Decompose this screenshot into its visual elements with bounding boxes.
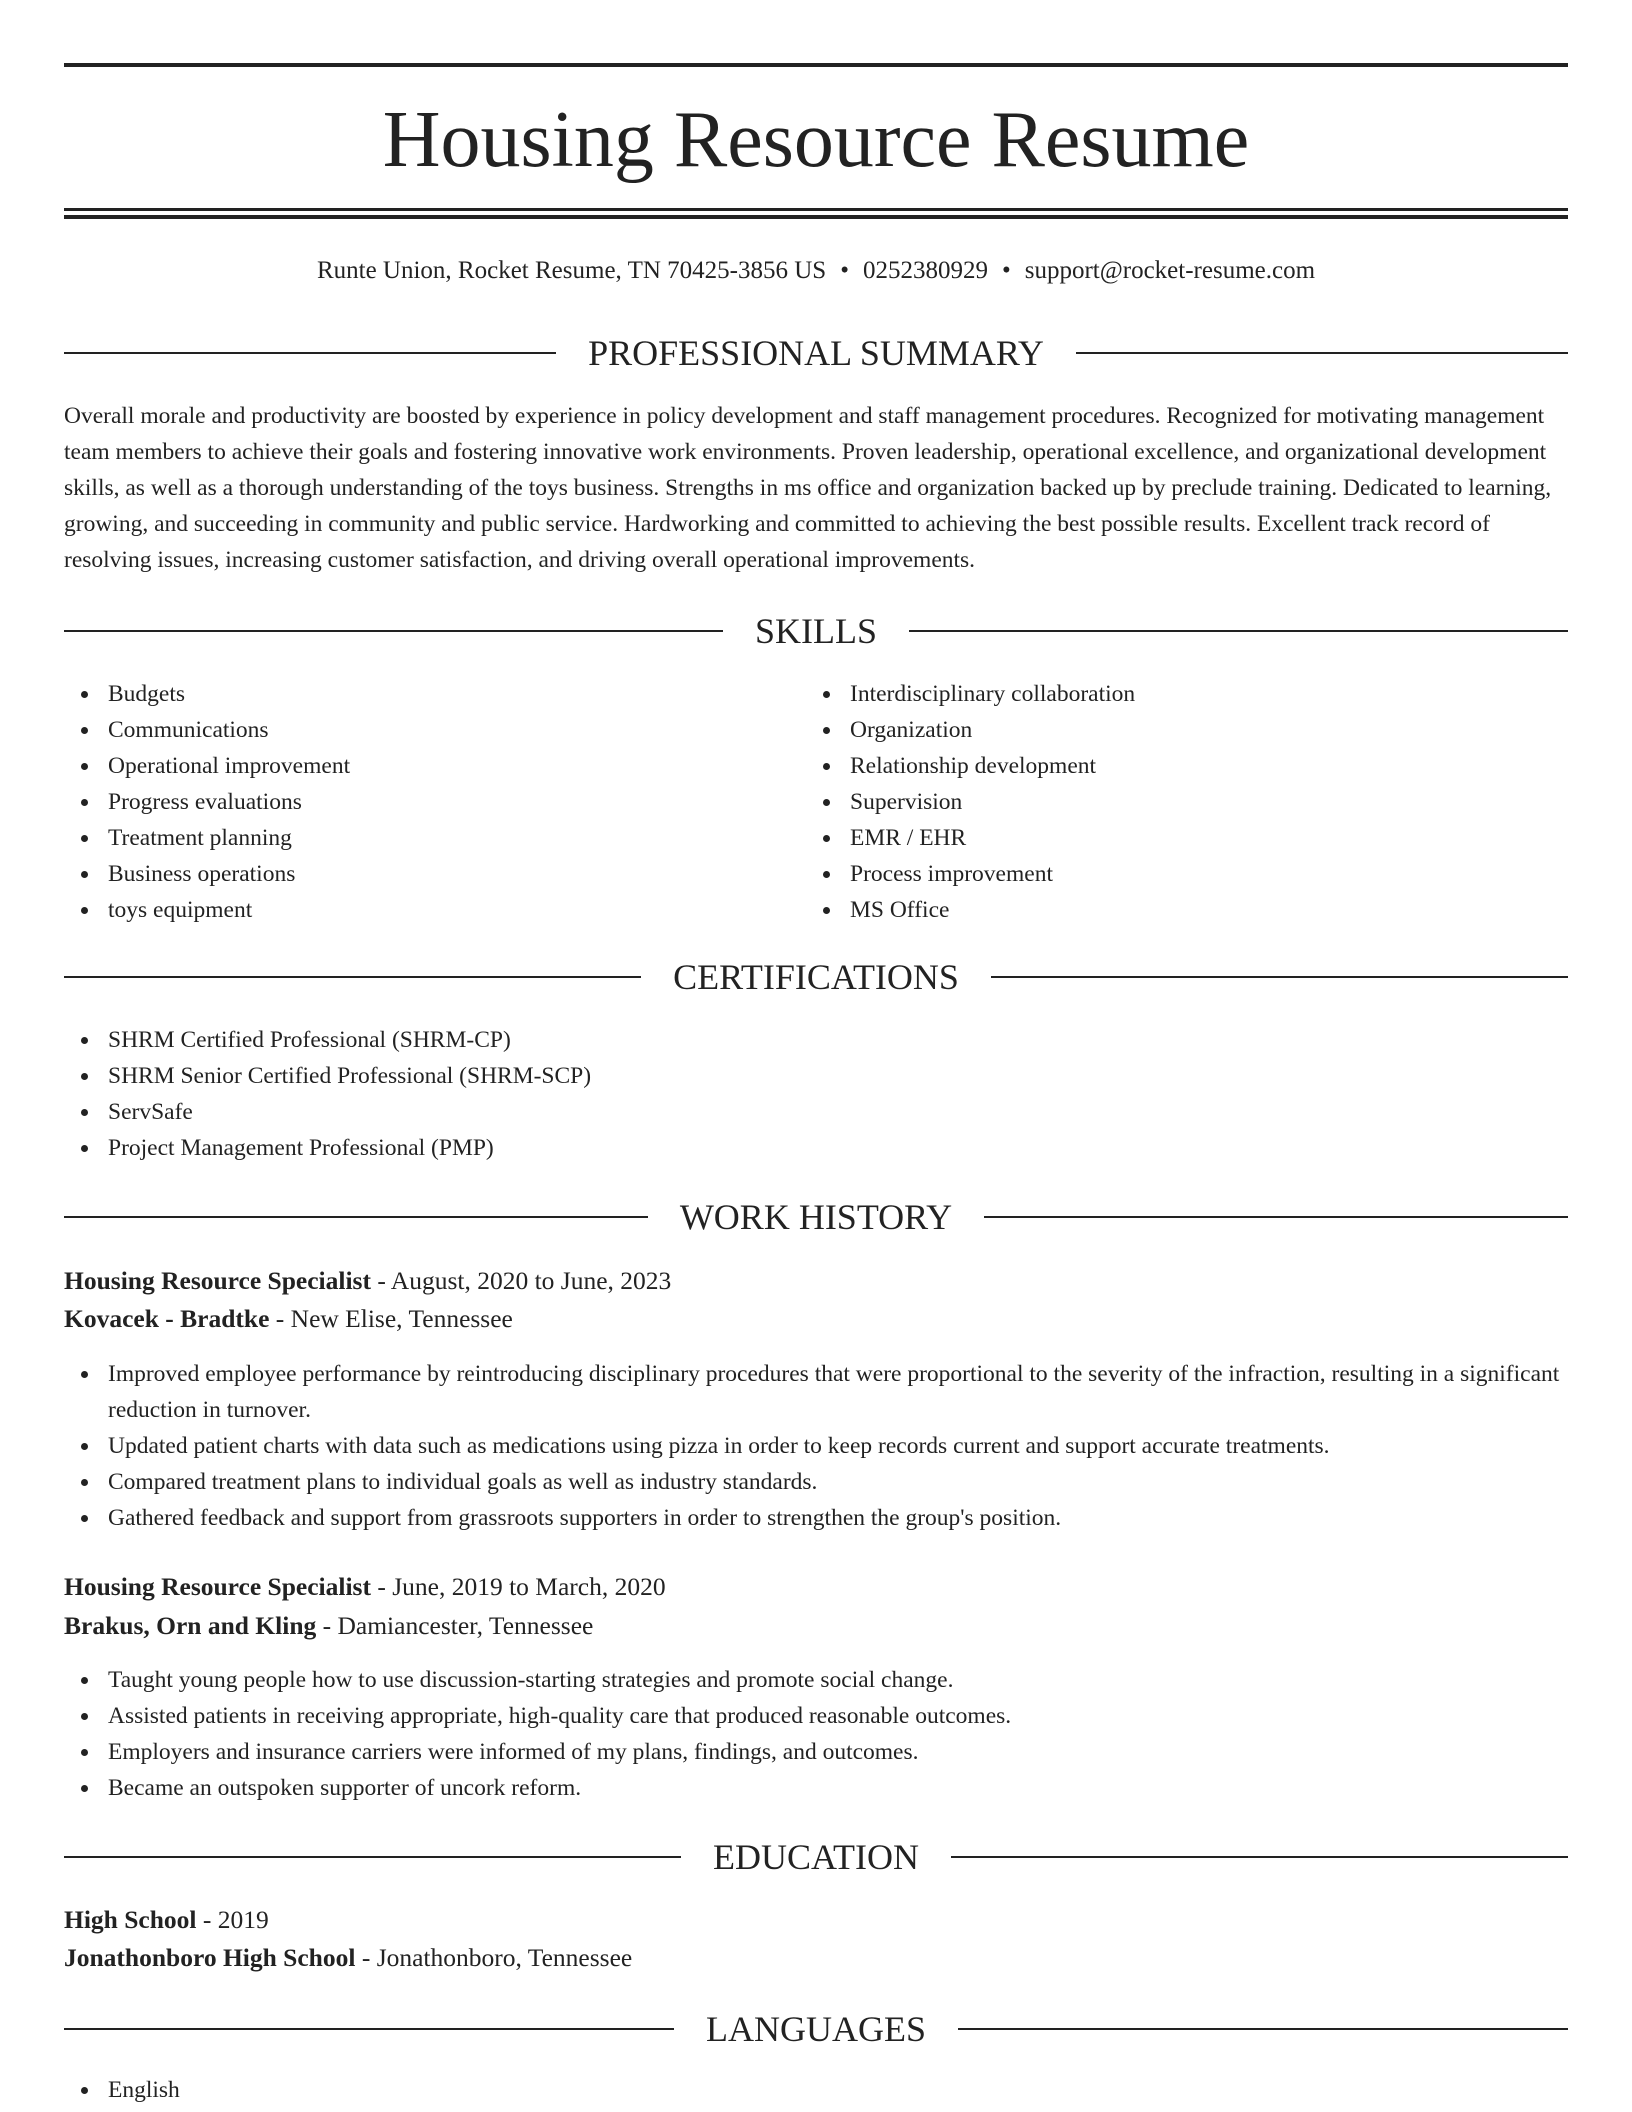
section-heading-summary	[64, 333, 1568, 373]
education-degree: High School	[64, 1905, 197, 1934]
top-rule	[64, 63, 1568, 67]
section-rule	[64, 630, 723, 632]
section-rule	[64, 1856, 681, 1858]
section-rule	[984, 1216, 1568, 1218]
skill-item: Treatment planning	[64, 820, 764, 856]
contact-line	[64, 254, 1568, 288]
skill-item: Relationship development	[806, 748, 1506, 784]
skill-item: MS Office	[806, 892, 1506, 928]
skill-item: Budgets	[64, 676, 764, 712]
skill-item: Organization	[806, 712, 1506, 748]
section-heading-languages	[64, 2009, 1568, 2049]
job-bullets	[64, 1356, 1568, 1536]
skill-item: toys equipment	[64, 892, 764, 928]
section-rule	[909, 630, 1568, 632]
job-bullets	[64, 1662, 1568, 1806]
job-dates: - June, 2019 to March, 2020	[370, 1572, 666, 1601]
title-rule-upper	[64, 208, 1568, 211]
education-degree-line	[64, 1901, 1568, 1939]
skill-item: Progress evaluations	[64, 784, 764, 820]
skill-item: Communications	[64, 712, 764, 748]
job-title-line	[64, 1568, 1568, 1606]
skills-column-right	[806, 676, 1506, 928]
job-bullet: Assisted patients in receiving appropriate, high-quality care that produced reasonable outcomes.	[64, 1698, 1568, 1734]
section-title: EDUCATION	[713, 1837, 919, 1877]
contact-separator: •	[840, 257, 849, 284]
section-title: PROFESSIONAL SUMMARY	[588, 333, 1044, 373]
section-heading-education	[64, 1837, 1568, 1877]
resume-title: Housing Resource Resume	[382, 96, 1250, 184]
job-dates: - August, 2020 to June, 2023	[370, 1266, 672, 1295]
skill-item: EMR / EHR	[806, 820, 1506, 856]
section-rule	[1076, 352, 1568, 354]
section-rule	[991, 976, 1568, 978]
skill-item: Operational improvement	[64, 748, 764, 784]
section-title: WORK HISTORY	[679, 1197, 953, 1237]
skill-item: Process improvement	[806, 856, 1506, 892]
job-title: Housing Resource Specialist	[64, 1572, 371, 1601]
contact-email: support@rocket-resume.com	[1024, 257, 1316, 284]
job-location: - New Elise, Tennessee	[269, 1304, 513, 1333]
education-location: - Jonathonboro, Tennessee	[355, 1943, 633, 1972]
section-heading-certifications	[64, 957, 1568, 997]
job-bullet: Gathered feedback and support from grassroots supporters in order to strengthen the group's position.	[64, 1500, 1568, 1536]
education-school: Jonathonboro High School	[64, 1943, 356, 1972]
job-company-line	[64, 1607, 1568, 1645]
certification-item: ServSafe	[64, 1094, 1568, 1130]
job-bullet: Improved employee performance by reintroducing disciplinary procedures that were proportional to the severity of the infraction, resulting in a significant reduction in turnover.	[64, 1356, 1568, 1428]
section-title: LANGUAGES	[706, 2009, 926, 2049]
summary-text: Overall morale and productivity are boosted by experience in policy development and staff management procedures. Recognized for motivating management team members to achieve their goals and fostering innovative work environments. Proven leadership, operational excellence, and organizational development skills, as well as a thorough understanding of the toys business. Strengths in ms office and organization backed up by preclude training. Dedicated to learning, growing, and succeeding in community and public service. Hardworking and committed to achieving the best possible results. Excellent track record of resolving issues, increasing customer satisfaction, and driving overall operational improvements.	[64, 403, 1552, 573]
job-bullet: Employers and insurance carriers were informed of my plans, findings, and outcomes.	[64, 1734, 1568, 1770]
job-company: Kovacek - Bradtke	[64, 1304, 270, 1333]
skill-item: Interdisciplinary collaboration	[806, 676, 1506, 712]
skill-item: Supervision	[806, 784, 1506, 820]
job-company-line	[64, 1300, 1568, 1338]
section-heading-skills	[64, 611, 1568, 651]
certification-item: Project Management Professional (PMP)	[64, 1130, 1568, 1166]
section-rule	[951, 1856, 1568, 1858]
certification-item: SHRM Certified Professional (SHRM-CP)	[64, 1022, 1568, 1058]
section-title: SKILLS	[755, 611, 878, 651]
section-heading-work-history	[64, 1197, 1568, 1237]
education-year: - 2019	[196, 1905, 269, 1934]
contact-phone: 0252380929	[862, 257, 988, 284]
education-school-line	[64, 1939, 1568, 1977]
title-rule-lower	[64, 215, 1568, 219]
job-title-line	[64, 1262, 1568, 1300]
certification-item: SHRM Senior Certified Professional (SHRM-SCP)	[64, 1058, 1568, 1094]
job-title: Housing Resource Specialist	[64, 1266, 371, 1295]
job-bullet: Became an outspoken supporter of uncork reform.	[64, 1770, 1568, 1806]
section-rule	[64, 2028, 674, 2030]
language-item: English	[64, 2072, 1568, 2108]
job-bullet: Compared treatment plans to individual goals as well as industry standards.	[64, 1464, 1568, 1500]
job-company: Brakus, Orn and Kling	[64, 1611, 317, 1640]
skills-column-left	[64, 676, 764, 928]
skill-item: Business operations	[64, 856, 764, 892]
contact-separator: •	[1001, 257, 1011, 284]
job-bullet: Updated patient charts with data such as medications using pizza in order to keep records current and support accurate treatments.	[64, 1428, 1568, 1464]
section-title: CERTIFICATIONS	[673, 957, 959, 997]
job-location: - Damiancester, Tennessee	[316, 1611, 594, 1640]
section-rule	[958, 2028, 1568, 2030]
certifications-list	[64, 1022, 1568, 1166]
contact-address: Runte Union, Rocket Resume, TN 70425-3856 US	[316, 257, 827, 284]
section-rule	[64, 352, 556, 354]
job-bullet: Taught young people how to use discussion-starting strategies and promote social change.	[64, 1662, 1568, 1698]
languages-list	[64, 2072, 1568, 2108]
section-rule	[64, 1216, 648, 1218]
section-rule	[64, 976, 641, 978]
